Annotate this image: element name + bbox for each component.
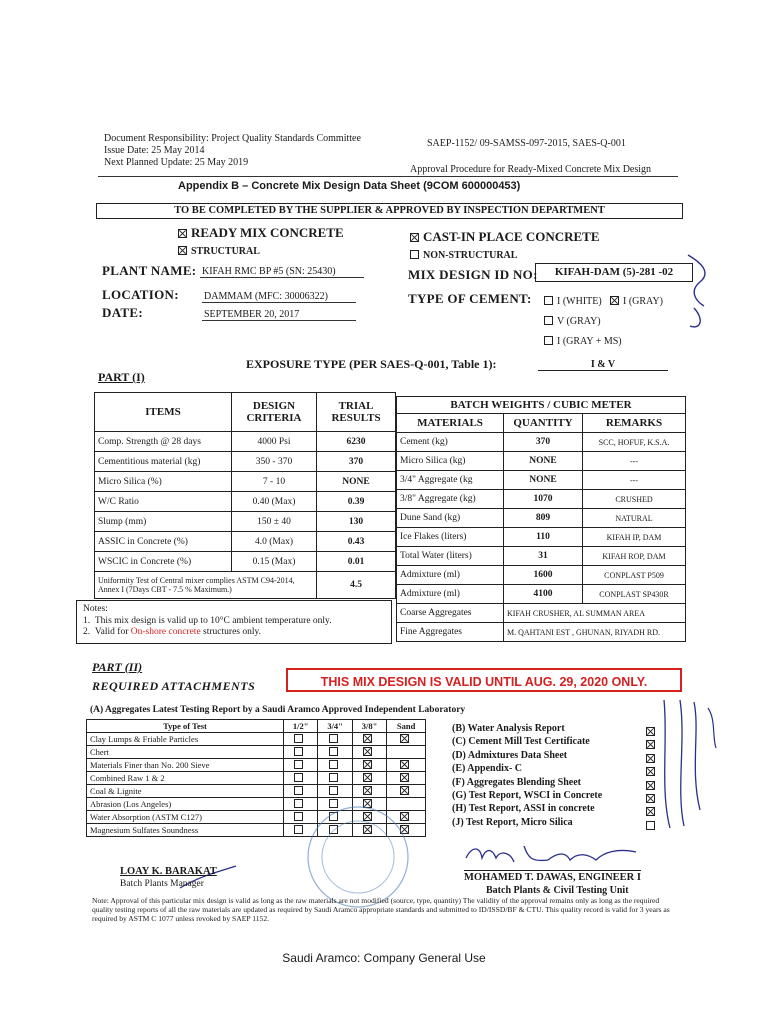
- uniformity-text: Uniformity Test of Central mixer complies ASTM C94-2014, Annex I (7Days CBT - 7.5 % Maximum.): [95, 572, 317, 599]
- cell: Chert: [87, 746, 284, 759]
- table-row: [95, 552, 396, 572]
- cell: Dune Sand (kg): [397, 509, 504, 528]
- col-materials: MATERIALS: [397, 414, 504, 433]
- table-row: [95, 492, 396, 512]
- cell: KIFAH ROP, DAM: [583, 547, 686, 566]
- cell: Coal & Lignite: [87, 785, 284, 798]
- col-remarks: REMARKS: [583, 414, 686, 433]
- cell: 110: [504, 528, 583, 547]
- checkbox-checked-icon: [646, 781, 655, 790]
- agg-report-title: (A) Aggregates Latest Testing Report by a Saudi Aramco Approved Independent Laboratory: [90, 705, 466, 715]
- uniformity-value: 4.5: [317, 572, 396, 599]
- left-signatory-title: Batch Plants Manager: [120, 879, 204, 889]
- mix-id-value: KIFAH-DAM (5)-281 -02: [535, 263, 693, 282]
- option-structural: [178, 246, 260, 257]
- cell: NONE: [504, 471, 583, 490]
- batch-title-row: [397, 397, 686, 414]
- doc-responsibility: [104, 133, 361, 169]
- table-row: [397, 547, 686, 566]
- col-three-eighth-inch: 3/8": [352, 720, 386, 733]
- cell: 150 ± 40: [232, 512, 317, 532]
- cell: NATURAL: [583, 509, 686, 528]
- location-value: DAMMAM (MFC: 30006322): [202, 291, 356, 303]
- option-cast-in-place: [410, 229, 600, 245]
- cell: 7 - 10: [232, 472, 317, 492]
- table-row: [397, 433, 686, 452]
- criteria-table: [94, 392, 396, 599]
- header-rule: [98, 176, 678, 177]
- note-one-text: This mix design is valid up to 10°C ambient temperature only.: [94, 615, 332, 626]
- date-label: DATE:: [102, 305, 143, 320]
- checkbox-empty-icon: [329, 734, 338, 743]
- cement-gray-label: I (GRAY): [623, 296, 663, 307]
- note-two: 2. Valid for On-shore concrete structures only.: [83, 627, 262, 637]
- cell: WSCIC in Concrete (%): [95, 552, 232, 572]
- checkbox-checked-icon: [363, 825, 372, 834]
- mix-id-label: MIX DESIGN ID NO:: [408, 267, 538, 282]
- ready-mix-label: READY MIX CONCRETE: [191, 225, 344, 240]
- aggregates-test-table: [86, 719, 426, 837]
- col-type-of-test: Type of Test: [87, 720, 284, 733]
- checkbox-checked-icon: [363, 747, 372, 756]
- checkbox-checked-icon: [400, 812, 409, 821]
- checkbox-checked-icon: [363, 773, 372, 782]
- attachment-b: (B) Water Analysis Report: [452, 723, 565, 734]
- col-design-criteria: DESIGN CRITERIA: [232, 393, 317, 432]
- cell: ---: [583, 452, 686, 471]
- cell: 0.15 (Max): [232, 552, 317, 572]
- cement-option-ms: [544, 336, 622, 347]
- cell: Micro Silica (%): [95, 472, 232, 492]
- left-signatory-name: LOAY K. BARAKAT: [120, 866, 217, 877]
- checkbox-checked-icon: [646, 767, 655, 776]
- structural-label: STRUCTURAL: [191, 246, 260, 257]
- exposure-label: EXPOSURE TYPE (PER SAES-Q-001, Table 1):: [246, 357, 497, 371]
- exposure-value: I & V: [538, 359, 668, 371]
- right-signatory-name: MOHAMED T. DAWAS, ENGINEER I: [464, 872, 641, 883]
- note-two-suffix: structures only.: [200, 627, 262, 637]
- cell: Admixture (ml): [397, 566, 504, 585]
- cell: 370: [504, 433, 583, 452]
- cell: Magnesium Sulfates Soundness: [87, 824, 284, 837]
- col-sand: Sand: [387, 720, 426, 733]
- cell: CONPLAST P509: [583, 566, 686, 585]
- part-two-heading: PART (II): [92, 660, 143, 674]
- checkbox-checked-icon: [646, 754, 655, 763]
- attachment-e: (E) Appendix- C: [452, 763, 523, 775]
- required-attachments-heading: REQUIRED ATTACHMENTS: [92, 679, 256, 693]
- col-three-quarter-inch: 3/4": [318, 720, 352, 733]
- checkbox-checked-icon: [610, 296, 619, 305]
- col-quantity: QUANTITY: [504, 414, 583, 433]
- note-two-prefix: Valid for: [94, 627, 131, 637]
- agg-header-row: [87, 720, 426, 733]
- table-row: [397, 528, 686, 547]
- doc-code: SAEP-1152/ 09-SAMSS-097-2015, SAES-Q-001: [427, 138, 626, 149]
- approval-title: Approval Procedure for Ready-Mixed Concrete Mix Design: [410, 164, 652, 175]
- checkbox-checked-icon: [400, 734, 409, 743]
- checkbox-checked-icon: [363, 799, 372, 808]
- cell: Combined Raw 1 & 2: [87, 772, 284, 785]
- cell: 350 - 370: [232, 452, 317, 472]
- cell: 1070: [504, 490, 583, 509]
- checkbox-empty-icon: [329, 812, 338, 821]
- table-row: [95, 432, 396, 452]
- cell: ASSIC in Concrete (%): [95, 532, 232, 552]
- cell: Admixture (ml): [397, 585, 504, 604]
- checkbox-checked-icon: [400, 760, 409, 769]
- cell: 1600: [504, 566, 583, 585]
- table-row: [397, 509, 686, 528]
- cell: 130: [317, 512, 396, 532]
- checkbox-empty-icon: [544, 316, 553, 325]
- non-structural-label: NON-STRUCTURAL: [423, 250, 518, 261]
- checkbox-checked-icon: [400, 773, 409, 782]
- table-row: [397, 585, 686, 604]
- cell: 0.43: [317, 532, 396, 552]
- cell: 3/4" Aggregate (kg: [397, 471, 504, 490]
- table-row: [87, 759, 426, 772]
- option-ready-mix: [178, 225, 344, 241]
- batch-table: [396, 396, 686, 642]
- checkbox-empty-icon: [294, 786, 303, 795]
- checkbox-empty-icon: [410, 250, 419, 259]
- table-row: [397, 566, 686, 585]
- note-two-highlight: On-shore concrete: [130, 627, 201, 637]
- cell: 0.39: [317, 492, 396, 512]
- cell: Cementitious material (kg): [95, 452, 232, 472]
- cell: Water Absorption (ASTM C127): [87, 811, 284, 824]
- checkbox-checked-icon: [646, 740, 655, 749]
- col-items: ITEMS: [95, 393, 232, 432]
- attachment-f: (F) Aggregates Blending Sheet: [452, 776, 581, 788]
- checkbox-empty-icon: [646, 821, 655, 830]
- table-row: [95, 472, 396, 492]
- approval-footnote: Note: Approval of this particular mix design is valid as long as the raw materials are not modified (source, type, quantity) The validity of the approval remains only as long as the required quality testing reports of all the raw materials are updated as required by Saudi Aramco appropriate standards and submitted to ID/ISSD/BF & CTU. This quality record is valid for 3 years as required by ASTM C 1077 unless revoked by SAEP 1152.: [92, 896, 670, 923]
- table-row: [95, 532, 396, 552]
- checkbox-checked-icon: [178, 246, 187, 255]
- cast-in-place-label: CAST-IN PLACE CONCRETE: [423, 229, 600, 244]
- coarse-label: Coarse Aggregates: [397, 604, 504, 623]
- checkbox-empty-icon: [329, 747, 338, 756]
- cell: ---: [583, 471, 686, 490]
- validity-banner: THIS MIX DESIGN IS VALID UNTIL AUG. 29, 2020 ONLY.: [286, 668, 682, 692]
- coarse-value: KIFAH CRUSHER, AL SUMMAN AREA: [504, 604, 686, 623]
- table-row: [397, 452, 686, 471]
- cell: Materials Finer than No. 200 Sieve: [87, 759, 284, 772]
- fine-value: M. QAHTANI EST , GHUNAN, RIYADH RD.: [504, 623, 686, 642]
- cell: 4100: [504, 585, 583, 604]
- attachment-c: (C) Cement Mill Test Certificate: [452, 736, 590, 748]
- cell: 370: [317, 452, 396, 472]
- cell: 809: [504, 509, 583, 528]
- page-footer: Saudi Aramco: Company General Use: [282, 951, 486, 965]
- cement-option-gray: [610, 296, 663, 307]
- checkbox-empty-icon: [544, 296, 553, 305]
- cell: CONPLAST SP430R: [583, 585, 686, 604]
- attachment-d: (D) Admixtures Data Sheet: [452, 749, 568, 761]
- attachment-h: (H) Test Report, ASSI in concrete: [452, 803, 595, 815]
- cell: Total Water (liters): [397, 547, 504, 566]
- note-one: 1. This mix design is valid up to 10°C ambient temperature only.: [83, 615, 332, 626]
- fine-row: [397, 623, 686, 642]
- cell: NONE: [504, 452, 583, 471]
- batch-title: BATCH WEIGHTS / CUBIC METER: [397, 397, 686, 414]
- cement-v-label: V (GRAY): [557, 316, 601, 327]
- attachment-checkboxes: [646, 724, 659, 831]
- notes-box: [76, 600, 392, 644]
- cement-white-label: I (WHITE): [557, 296, 602, 307]
- cell: 4000 Psi: [232, 432, 317, 452]
- appendix-title: Appendix B – Concrete Mix Design Data Sheet (9COM 600000453): [178, 180, 521, 192]
- cell: Ice Flakes (liters): [397, 528, 504, 547]
- cell: Abrasion (Los Angeles): [87, 798, 284, 811]
- cell: 0.01: [317, 552, 396, 572]
- cell: 6230: [317, 432, 396, 452]
- issue-date: Issue Date: 25 May 2014: [104, 145, 205, 156]
- checkbox-checked-icon: [646, 794, 655, 803]
- cell: Comp. Strength @ 28 days: [95, 432, 232, 452]
- date-value: SEPTEMBER 20, 2017: [202, 309, 356, 321]
- plant-label: PLANT NAME:: [102, 263, 197, 278]
- checkbox-empty-icon: [294, 799, 303, 808]
- checkbox-checked-icon: [363, 786, 372, 795]
- checkbox-checked-icon: [363, 812, 372, 821]
- checkbox-checked-icon: [400, 786, 409, 795]
- option-non-structural: [410, 250, 517, 261]
- table-row: [87, 772, 426, 785]
- attachments-list: [452, 722, 602, 829]
- cell: SCC, HOFUF, K.S.A.: [583, 433, 686, 452]
- uniformity-row: [95, 572, 396, 599]
- cell: Cement (kg): [397, 433, 504, 452]
- table-row: [87, 811, 426, 824]
- table-row: [95, 512, 396, 532]
- cement-label: TYPE OF CEMENT:: [408, 291, 532, 306]
- checkbox-empty-icon: [294, 747, 303, 756]
- cell: 3/8" Aggregate (kg): [397, 490, 504, 509]
- checkbox-empty-icon: [544, 336, 553, 345]
- checkbox-empty-icon: [294, 734, 303, 743]
- cell: Clay Lumps & Friable Particles: [87, 733, 284, 746]
- table-row: [87, 798, 426, 811]
- checkbox-checked-icon: [363, 760, 372, 769]
- checkbox-empty-icon: [329, 773, 338, 782]
- cell: W/C Ratio: [95, 492, 232, 512]
- cell: CRUSHED: [583, 490, 686, 509]
- next-update: Next Planned Update: 25 May 2019: [104, 157, 249, 168]
- checkbox-checked-icon: [646, 807, 655, 816]
- checkbox-checked-icon: [363, 734, 372, 743]
- location-label: LOCATION:: [102, 287, 179, 302]
- checkbox-checked-icon: [178, 229, 187, 238]
- table-row: [87, 785, 426, 798]
- checkbox-empty-icon: [329, 799, 338, 808]
- table-row: [397, 490, 686, 509]
- cell: 0.40 (Max): [232, 492, 317, 512]
- col-trial-results: TRIAL RESULTS: [317, 393, 396, 432]
- plant-value: KIFAH RMC BP #5 (SN: 25430): [200, 266, 364, 278]
- checkbox-empty-icon: [329, 760, 338, 769]
- cell: Micro Silica (kg): [397, 452, 504, 471]
- table-row: [95, 452, 396, 472]
- coarse-row: [397, 604, 686, 623]
- right-signatory-title: Batch Plants & Civil Testing Unit: [486, 885, 629, 896]
- cell: NONE: [317, 472, 396, 492]
- cell: KIFAH IP, DAM: [583, 528, 686, 547]
- cell: Slump (mm): [95, 512, 232, 532]
- batch-header-row: [397, 414, 686, 433]
- notes-title: Notes:: [83, 604, 108, 614]
- checkbox-empty-icon: [329, 825, 338, 834]
- checkbox-empty-icon: [294, 773, 303, 782]
- cement-ms-label: I (GRAY + MS): [557, 336, 622, 347]
- cell: 31: [504, 547, 583, 566]
- completion-banner: [96, 203, 683, 219]
- cell: 4.0 (Max): [232, 532, 317, 552]
- attachment-g: (G) Test Report, WSCI in Concrete: [452, 790, 603, 802]
- banner-text: TO BE COMPLETED BY THE SUPPLIER & APPROVED BY INSPECTION DEPARTMENT: [174, 205, 605, 216]
- checkbox-empty-icon: [294, 760, 303, 769]
- checkbox-checked-icon: [646, 727, 655, 736]
- cement-option-v: [544, 316, 601, 327]
- part-one-heading: PART (I): [98, 370, 145, 384]
- table-row: [87, 824, 426, 837]
- checkbox-empty-icon: [294, 825, 303, 834]
- criteria-header-row: [95, 393, 396, 432]
- table-row: [397, 471, 686, 490]
- fine-label: Fine Aggregates: [397, 623, 504, 642]
- table-row: [87, 746, 426, 759]
- checkbox-checked-icon: [400, 825, 409, 834]
- responsibility-line: Document Responsibility: Project Quality Standards Committee: [104, 133, 361, 144]
- checkbox-checked-icon: [410, 233, 419, 242]
- attachment-j: (J) Test Report, Micro Silica: [452, 816, 573, 828]
- checkbox-empty-icon: [294, 812, 303, 821]
- checkbox-empty-icon: [329, 786, 338, 795]
- cement-option-white: [544, 296, 602, 307]
- table-row: [87, 733, 426, 746]
- col-half-inch: 1/2": [284, 720, 318, 733]
